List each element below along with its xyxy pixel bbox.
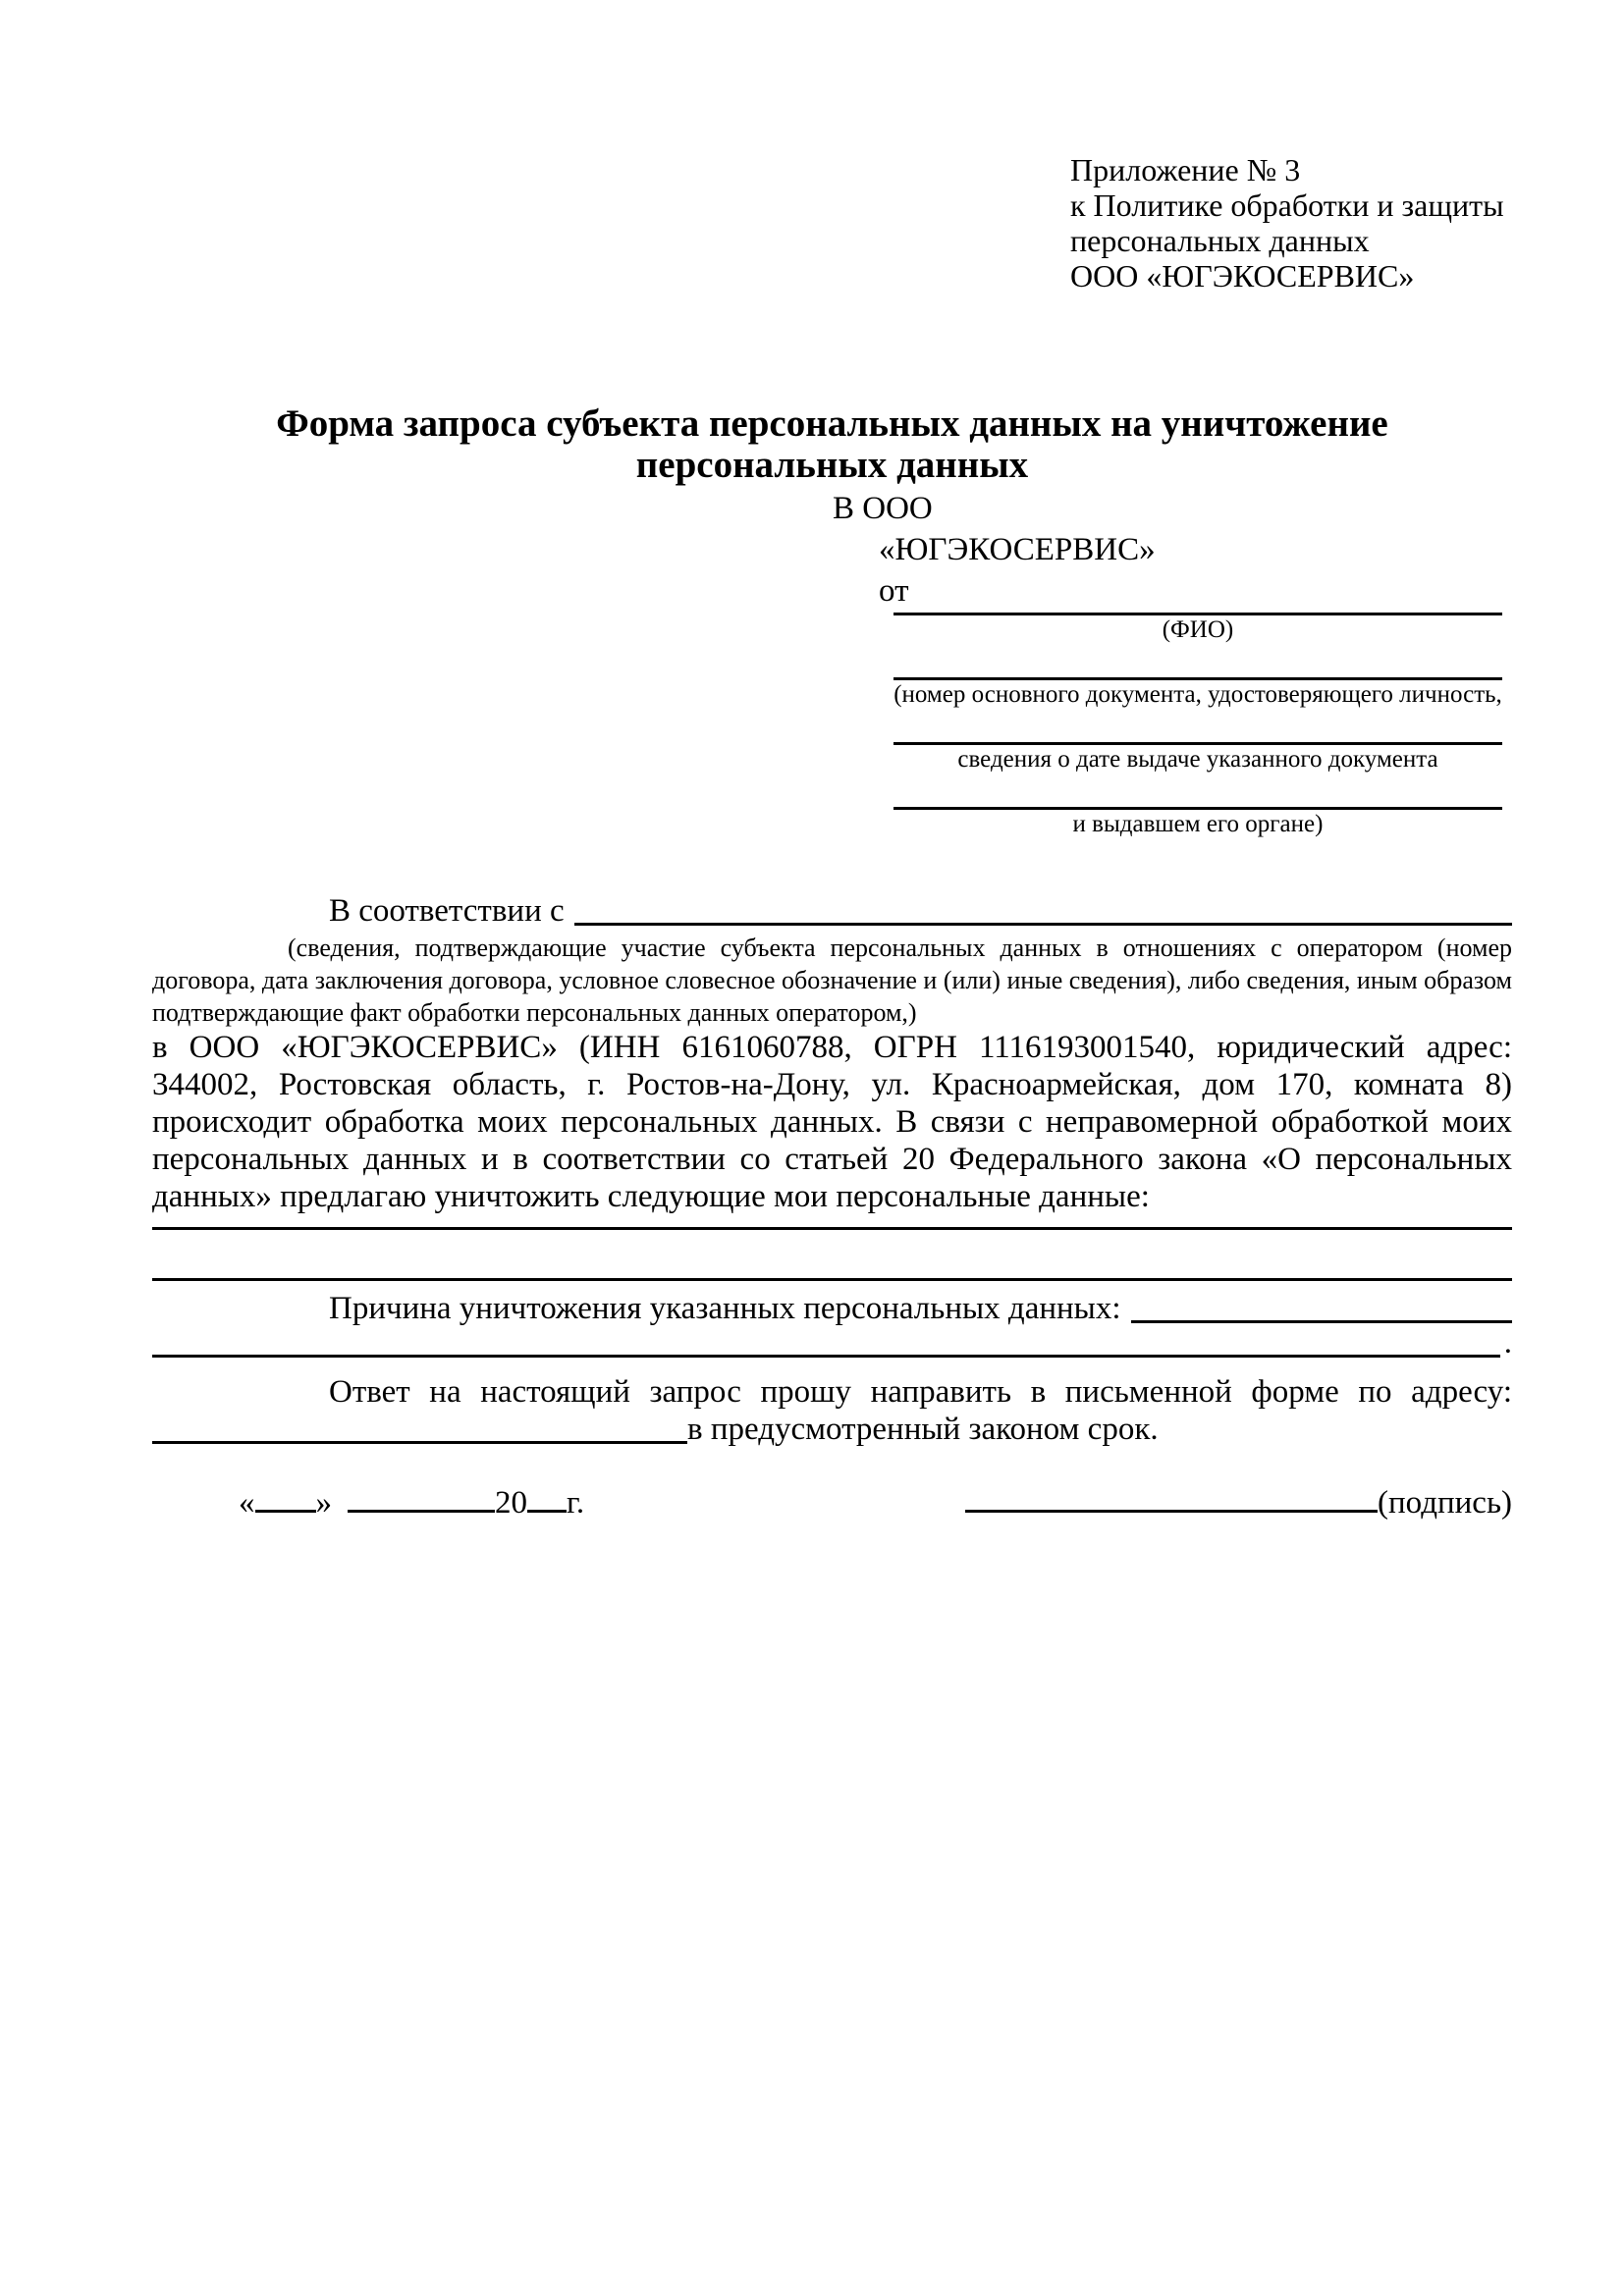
reason-period: . [1503,1325,1512,1361]
addressee-company-name: «ЮГЭКОСЕРВИС» [879,532,1156,567]
issuer-caption: и выдавшем его органе) [1072,811,1324,837]
year-suffix: г. [567,1485,585,1521]
issue-date-caption: сведения о дате выдаче указанного документа [957,746,1438,773]
appendix-line-3: персональных данных [1070,223,1370,258]
signature-group [965,1484,1512,1522]
appendix-line-4: ООО «ЮГЭКОСЕРВИС» [1070,258,1415,294]
addressee-company-prefix: В ООО [833,491,933,526]
data-blank-line-1 [152,1215,1512,1230]
accordance-row [152,892,1512,930]
id-document-caption: (номер основного документа, удостоверяющего личность, [893,681,1502,708]
reason-blank-line-1 [1131,1290,1512,1323]
document-content [0,152,1624,1522]
appendix-line-1: Приложение № 3 [1070,152,1301,187]
date-quote-open: « [239,1485,255,1521]
date-group [239,1484,584,1522]
appendix-line-2: к Политике обработки и защиты [1070,187,1504,223]
accordance-note: (сведения, подтверждающие участие субъекта персональных данных в отношениях с оператором (номер договора, дата заключения договора, условное словесное обозначение и (или) иные сведения), либо сведения, иным образом подтверждающие факт обработки персональных данных оператором,) [152,934,1513,1027]
appendix-block [1070,152,1512,294]
document-title-line-1: Форма запроса субъекта персональных данных на уничтожение [276,402,1388,445]
term-text: в предусмотренный законом срок. [687,1412,1159,1447]
reason-blank-line-2 [152,1355,1500,1358]
year-prefix: 20 [495,1485,527,1521]
addressee-from-label: от [879,573,909,609]
applicant-fields-block [893,613,1502,839]
signature-caption: (подпись) [1378,1485,1512,1521]
data-blank-line-2 [152,1230,1512,1281]
document-title [152,403,1512,486]
accordance-prefix: В соответствии с [329,893,565,929]
answer-paragraph: Ответ на настоящий запрос прошу направить в письменной форме по адресу: [329,1374,1512,1410]
address-blank-line [152,1411,687,1444]
main-paragraph: в ООО «ЮГЭКОСЕРВИС» (ИНН 6161060788, ОГРН 1116193001540, юридический адрес: 344002, Ростовская область, г. Ростов-на-Дону, ул. Красноармейская, дом 170, комната 8) происходит обработка моих персональных данных. В связи с неправомерной обработкой моих персональных данных и в соответствии со статьей 20 Федерального закона «О персональных данных» предлагаю уничтожить следующие мои персональные данные: [152,1030,1512,1214]
reason-continuation-row [152,1327,1512,1360]
footer-row [152,1484,1512,1522]
reason-row [152,1290,1512,1327]
term-row [152,1411,1512,1448]
document-title-line-2: персональных данных [635,444,1029,486]
month-blank-line [348,1484,495,1513]
date-quote-close: » [315,1485,332,1521]
year-blank-line [527,1484,567,1513]
fio-caption: (ФИО) [1162,616,1234,643]
accordance-blank-line [574,892,1512,926]
day-blank-line [255,1484,316,1513]
reason-label: Причина уничтожения указанных персональных данных: [329,1291,1121,1326]
addressee-block [152,488,1512,612]
signature-blank-line [965,1484,1378,1513]
